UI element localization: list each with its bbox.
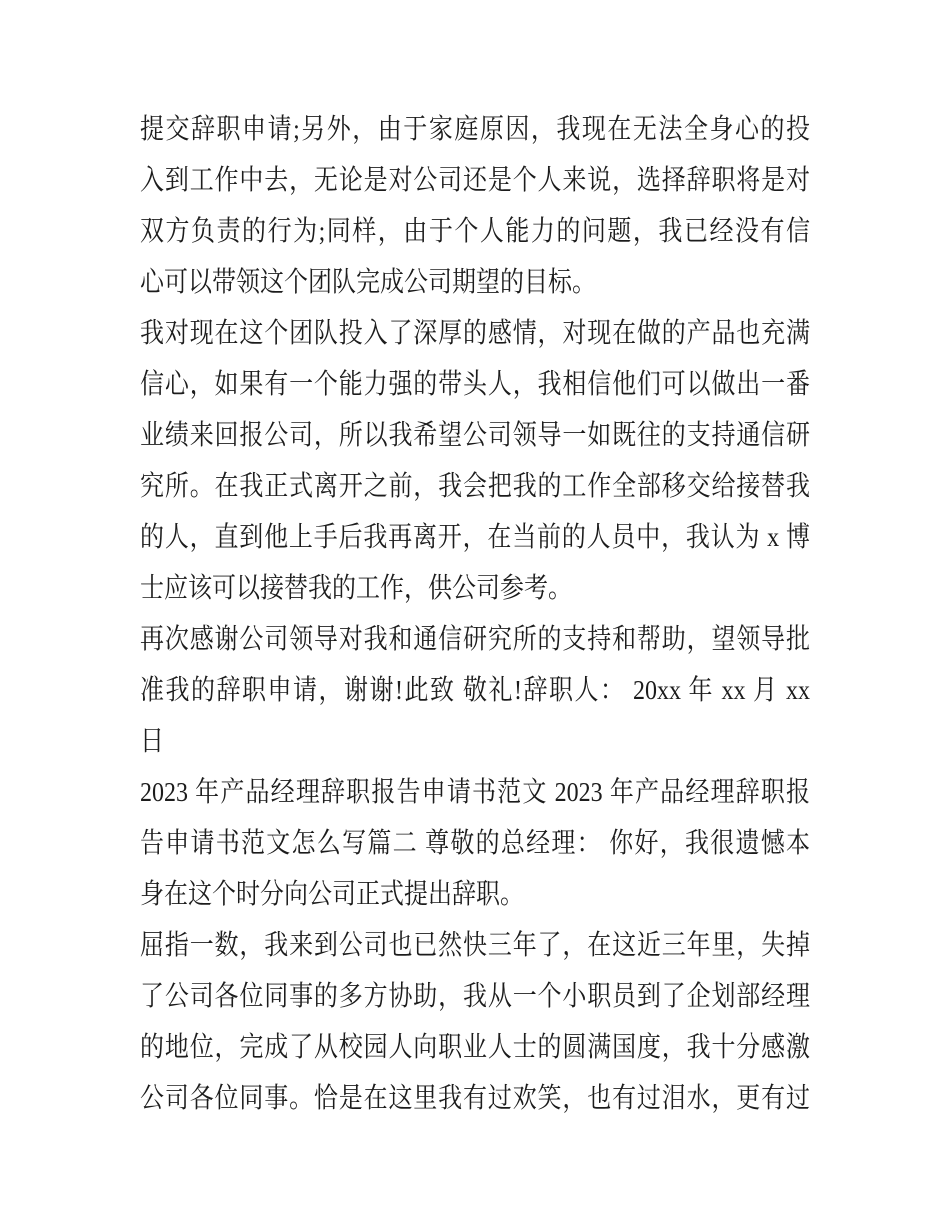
paragraph	[140, 921, 810, 1125]
paragraph	[140, 768, 810, 921]
text-line: 的人，直到他上手后我再离开，在当前的人员中，我认为 x 博	[140, 522, 810, 553]
text-line: 我对现在这个团队投入了深厚的感情，对现在做的产品也充满	[140, 318, 810, 349]
paragraph	[140, 615, 810, 768]
text-line: 究所。在我正式离开之前，我会把我的工作全部移交给接替我	[140, 471, 810, 502]
text-line: 了公司各位同事的多方协助，我从一个小职员到了企划部经理	[140, 981, 810, 1012]
text-line: 身在这个时分向公司正式提出辞职。	[140, 879, 524, 910]
paragraph	[140, 105, 810, 309]
text-line: 信心，如果有一个能力强的带头人，我相信他们可以做出一番	[140, 369, 810, 400]
text-line: 的地位，完成了从校园人向职业人士的圆满国度，我十分感激	[140, 1032, 810, 1063]
text-line: 再次感谢公司领导对我和通信研究所的支持和帮助，望领导批	[140, 624, 810, 655]
text-line: 士应该可以接替我的工作，供公司参考。	[140, 573, 572, 604]
document-page	[140, 105, 810, 1125]
text-line: 2023 年产品经理辞职报告申请书范文 2023 年产品经理辞职报	[140, 777, 810, 808]
text-line: 日	[140, 726, 164, 757]
text-line: 准我的辞职申请，谢谢!此致 敬礼!辞职人： 20xx 年 xx 月 xx	[140, 675, 810, 706]
text-line: 心可以带领这个团队完成公司期望的目标。	[140, 267, 596, 298]
text-line: 入到工作中去，无论是对公司还是个人来说，选择辞职将是对	[140, 165, 810, 196]
text-line: 提交辞职申请;另外，由于家庭原因，我现在无法全身心的投	[140, 114, 810, 145]
text-line: 屈指一数，我来到公司也已然快三年了，在这近三年里，失掉	[140, 930, 810, 961]
text-line: 业绩来回报公司，所以我希望公司领导一如既往的支持通信研	[140, 420, 810, 451]
text-line: 公司各位同事。恰是在这里我有过欢笑，也有过泪水，更有过	[140, 1083, 810, 1114]
text-line: 双方负责的行为;同样，由于个人能力的问题，我已经没有信	[140, 216, 810, 247]
paragraph	[140, 309, 810, 615]
text-line: 告申请书范文怎么写篇二 尊敬的总经理： 你好，我很遗憾本	[140, 828, 810, 859]
